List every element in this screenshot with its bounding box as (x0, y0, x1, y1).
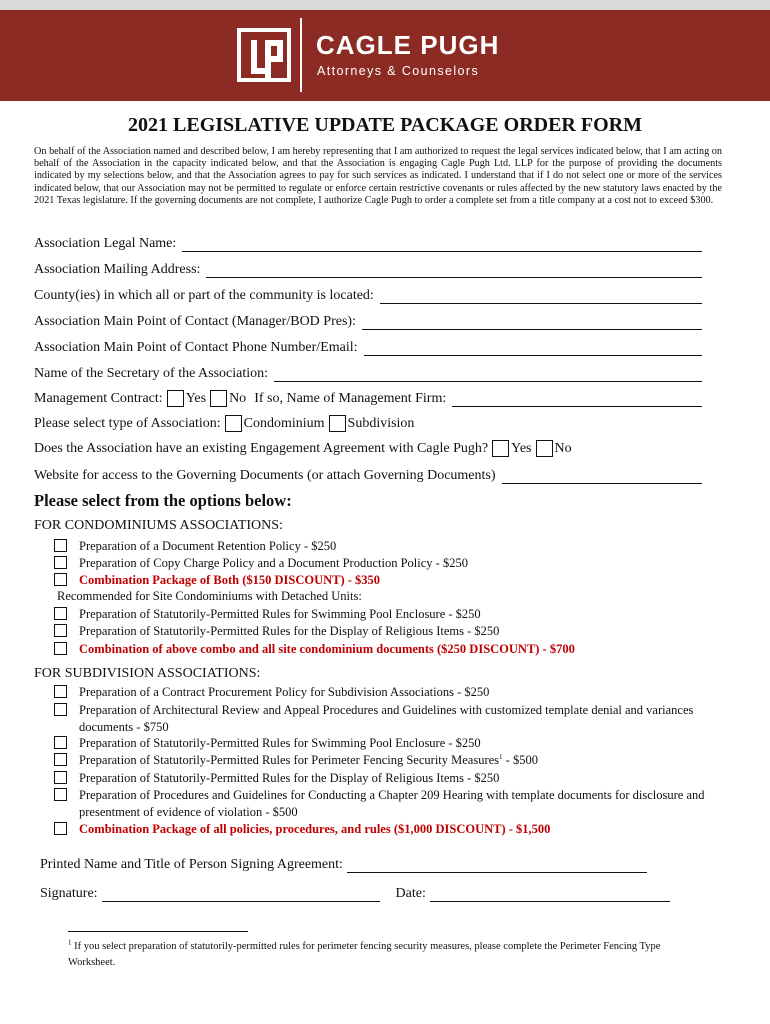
condo-option-checkbox[interactable] (54, 539, 67, 552)
footnote-divider (68, 931, 248, 932)
contact-phone-row (34, 336, 702, 356)
condo-option-label: Preparation of Copy Charge Policy and a Document Production Policy - $250 (79, 556, 468, 570)
date-input[interactable] (430, 887, 670, 902)
header-banner (0, 10, 770, 101)
footnote (68, 939, 688, 971)
options-heading: Please select from the options below: (34, 491, 292, 510)
legal-name-label: Association Legal Name: (34, 236, 177, 251)
engagement-no-checkbox[interactable] (536, 440, 553, 457)
engagement-yes-checkbox[interactable] (492, 440, 509, 457)
condo-option-checkbox[interactable] (54, 556, 67, 569)
condo-option-checkbox[interactable] (54, 573, 67, 586)
main-contact-input[interactable] (362, 315, 702, 330)
signature-row (40, 882, 670, 902)
intro-paragraph: On behalf of the Association named and described below, I am hereby representing that I am authorized to request the legal services indicated below, that I am acting on behalf of the Association in the capacity indicated below, and that the Association is engaging Cagle Pugh Ltd. LLP for the purpose of providing the documents indicated by my selections below, and that the Association agrees to pay for such services as indicated. I understand that if I do not select one or more of the services indicated below, that our Association may not be permitted to regulate or enforce certain restrictive covenants or rules affected by the new statutory laws enacted by the 2021 Texas legislature. If the governing documents are not complete, I authorize Cagle Pugh to order a complete set from a title company at a cost not to exceed $300. (34, 146, 722, 206)
mgmt-contract-row (34, 387, 702, 407)
assoc-type-row (34, 412, 702, 432)
sub-option-checkbox[interactable] (54, 685, 67, 698)
mgmt-yes-checkbox[interactable] (167, 390, 184, 407)
engagement-yes-label: Yes (511, 441, 532, 456)
site-option-checkbox[interactable] (54, 607, 67, 620)
footnote-ref: 1 (499, 752, 503, 761)
website-label: Website for access to the Governing Documents (or attach Governing Documents) (34, 468, 496, 483)
legal-name-input[interactable] (182, 237, 702, 252)
sub-option-label: Preparation of Architectural Review and Appeal Procedures and Guidelines with customized template denial and variances documents - $750 (79, 703, 694, 734)
condo-combo-label: Combination Package of Both ($150 DISCOUNT) - $350 (79, 573, 381, 587)
mailing-address-row (34, 258, 702, 278)
date-label: Date: (395, 886, 426, 901)
legal-name-row (34, 232, 702, 252)
condo-heading: FOR CONDOMINIUMS ASSOCIATIONS: (34, 518, 283, 533)
signature-input[interactable] (102, 887, 380, 902)
mailing-address-label: Association Mailing Address: (34, 262, 201, 277)
mgmt-firm-input[interactable] (452, 392, 702, 407)
sub-option-checkbox[interactable] (54, 753, 67, 766)
website-input[interactable] (502, 469, 702, 484)
fencing-option-price: - $500 (502, 753, 538, 767)
main-contact-row (34, 310, 702, 330)
sub-option-label: Preparation of Procedures and Guidelines for Conducting a Chapter 209 Hearing with template documents for disclosure and presentment of evidence of violation - $500 (79, 788, 705, 819)
printed-name-label: Printed Name and Title of Person Signing Agreement: (40, 857, 343, 872)
condominium-checkbox[interactable] (225, 415, 242, 432)
logo-divider (300, 18, 302, 92)
subdivision-label: Subdivision (347, 416, 415, 431)
site-combo-label: Combination of above combo and all site condominium documents ($250 DISCOUNT) - $700 (79, 642, 575, 656)
condominium-label: Condominium (243, 416, 325, 431)
county-row (34, 284, 702, 304)
engagement-row (34, 437, 702, 457)
mgmt-firm-label: If so, Name of Management Firm: (254, 391, 447, 406)
site-option-checkbox[interactable] (54, 642, 67, 655)
footnote-mark: 1 (68, 938, 72, 947)
fencing-option-text: Preparation of Statutorily-Permitted Rules for Perimeter Fencing Security Measures (79, 753, 500, 767)
mgmt-no-checkbox[interactable] (210, 390, 227, 407)
assoc-type-label: Please select type of Association: (34, 416, 221, 431)
mgmt-contract-label: Management Contract: (34, 391, 163, 406)
engagement-label: Does the Association have an existing Engagement Agreement with Cagle Pugh? (34, 441, 489, 456)
printed-name-row (40, 853, 647, 873)
site-option-label: Preparation of Statutorily-Permitted Rules for the Display of Religious Items - $250 (79, 624, 500, 638)
mgmt-no-label: No (229, 391, 247, 406)
main-contact-label: Association Main Point of Contact (Manager/BOD Pres): (34, 314, 356, 329)
firm-name: CAGLE PUGH (316, 30, 500, 60)
firm-tagline: Attorneys & Counselors (317, 64, 480, 78)
secretary-row (34, 362, 702, 382)
sub-option-label: Preparation of a Contract Procurement Policy for Subdivision Associations - $250 (79, 685, 490, 699)
site-option-checkbox[interactable] (54, 624, 67, 637)
sub-option-checkbox[interactable] (54, 703, 67, 716)
sub-option-label: Preparation of Statutorily-Permitted Rules for Swimming Pool Enclosure - $250 (79, 736, 481, 750)
site-condo-heading: Recommended for Site Condominiums with Detached Units: (57, 589, 362, 603)
condo-option-label: Preparation of a Document Retention Policy - $250 (79, 539, 337, 553)
sub-option-label: Preparation of Statutorily-Permitted Rules for the Display of Religious Items - $250 (79, 771, 500, 785)
website-row (34, 464, 702, 484)
cp-logo-icon (237, 28, 291, 82)
sub-option-checkbox[interactable] (54, 788, 67, 801)
county-input[interactable] (380, 289, 702, 304)
subdivision-checkbox[interactable] (329, 415, 346, 432)
sub-option-label-fencing (79, 752, 719, 769)
mailing-address-input[interactable] (206, 263, 702, 278)
footnote-text: If you select preparation of statutorily-permitted rules for perimeter fencing security measures, please complete the Perimeter Fencing Type Worksheet. (68, 941, 661, 968)
top-gray-bar (0, 0, 770, 10)
contact-phone-label: Association Main Point of Contact Phone Number/Email: (34, 340, 358, 355)
form-title: 2021 LEGISLATIVE UPDATE PACKAGE ORDER FORM (128, 114, 642, 136)
sub-option-checkbox[interactable] (54, 771, 67, 784)
contact-phone-input[interactable] (364, 341, 702, 356)
printed-name-input[interactable] (347, 858, 647, 873)
secretary-label: Name of the Secretary of the Association: (34, 366, 269, 381)
engagement-no-label: No (554, 441, 572, 456)
secretary-input[interactable] (274, 367, 702, 382)
sub-option-checkbox[interactable] (54, 822, 67, 835)
county-label: County(ies) in which all or part of the community is located: (34, 288, 374, 303)
mgmt-yes-label: Yes (185, 391, 207, 406)
sub-combo-label: Combination Package of all policies, procedures, and rules ($1,000 DISCOUNT) - $1,500 (79, 822, 551, 836)
signature-label: Signature: (40, 886, 98, 901)
sub-option-checkbox[interactable] (54, 736, 67, 749)
site-option-label: Preparation of Statutorily-Permitted Rules for Swimming Pool Enclosure - $250 (79, 607, 481, 621)
subdivision-heading: FOR SUBDIVISION ASSOCIATIONS: (34, 666, 261, 681)
